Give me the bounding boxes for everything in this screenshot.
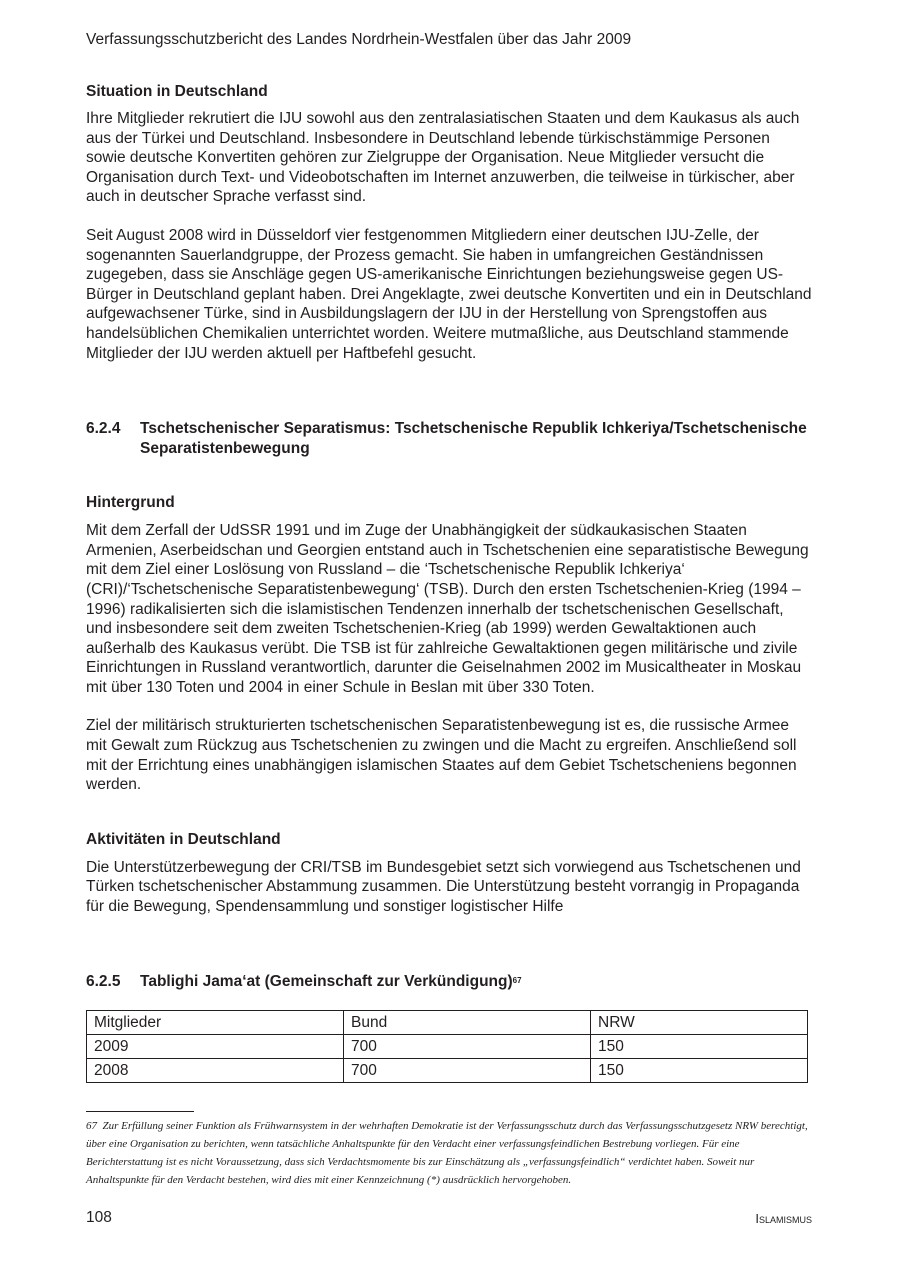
running-footer-section: Islamismus — [755, 1211, 812, 1226]
table-row — [87, 1058, 808, 1082]
table-header-cell: NRW — [591, 1010, 808, 1034]
membership-table — [86, 1010, 808, 1083]
page-number: 108 — [86, 1209, 112, 1226]
table-header-cell: Bund — [344, 1010, 591, 1034]
footnote-number: 67 — [86, 1120, 97, 1132]
table-cell: 150 — [591, 1058, 808, 1082]
table-header-cell: Mitglieder — [87, 1010, 344, 1034]
table-cell: 150 — [591, 1034, 808, 1058]
footnote — [86, 1117, 812, 1189]
situation-heading: Situation in Deutschland — [86, 83, 268, 100]
hintergrund-paragraph-2: Ziel der militärisch strukturierten tschetschenischen Separatistenbewegung ist es, die russische Armee mit Gewalt zum Rückzug aus Tschetschenien zu zwingen und die Macht zu ergreifen. Anschließend soll mit der Errichtung eines unabhängigen islamischen Staates auf dem Gebiet Tschetscheniens begonnen werden. — [86, 717, 797, 794]
aktivitaeten-paragraph: Die Unterstützerbewegung der CRI/TSB im Bundesgebiet setzt sich vorwiegend aus Tschetschenen und Türken tschetschenischer Abstammung zusammen. Die Unterstützung besteht vorrangig in Propaganda für die Bewegung, Spendensammlung und sonstiger logistischer Hilfe — [86, 858, 801, 916]
table-cell: 2009 — [87, 1034, 344, 1058]
main-content — [86, 82, 812, 1083]
hintergrund-paragraph-1: Mit dem Zerfall der UdSSR 1991 und im Zuge der Unabhängigkeit der südkaukasischen Staaten Armenien, Aserbeidschan und Georgien entstand auch in Tschetschenien eine separatistische Bewegung mit dem Ziel einer Loslösung von Russland – die ‘Tschetschenische Republik Ichkeriya‘ (CRI)/‘Tschetschenische Separatistenbewegung‘ (TSB). Durch den ersten Tschetschenien-Krieg (1994 – 1996) radikalisierten sich die islamistischen Tendenzen innerhalb der tschetschenischen Gesellschaft, und insbesondere seit dem zweiten Tschetschenien-Krieg (ab 1999) werden Gewaltaktionen auch außerhalb des Kaukasus verübt. Die TSB ist für zahlreiche Gewaltaktionen gegen militärische und zivile Einrichtungen in Russland verantwortlich, darunter die Geiselnahmen 2002 im Musicaltheater in Moskau mit über 130 Toten und 2004 in einer Schule in Beslan mit über 330 Toten. — [86, 522, 809, 696]
section-number: 6.2.4 — [86, 420, 121, 438]
table-header-row — [87, 1010, 808, 1034]
table-row — [87, 1034, 808, 1058]
section-title-text: Tablighi Jama‘at (Gemeinschaft zur Verkündigung) — [140, 972, 513, 990]
hintergrund-heading: Hintergrund — [86, 494, 175, 512]
situation-paragraph-2: Seit August 2008 wird in Düsseldorf vier festgenommen Mitgliedern einer deutschen IJU-Zelle, der sogenannten Sauerlandgruppe, der Prozess gemacht. Sie haben in umfangreichen Geständnissen zugegeben, dass sie Anschläge gegen US-amerikanische Einrichtungen beziehungsweise gegen US-Bürger in Deutschland geplant haben. Drei Angeklagte, zwei deutsche Konvertiten und ein in Deutschland aufgewachsener Türke, sind in Ausbildungslagern der IJU in der Herstellung von Sprengstoffen aus handelsüblichen Chemikalien unterrichtet worden. Weitere mutmaßliche, aus Deutschland stammende Mitglieder der IJU werden aktuell per Haftbefehl gesucht. — [86, 226, 812, 362]
footnote-text: Zur Erfüllung seiner Funktion als Frühwarnsystem in der wehrhaften Demokratie ist der Verfassungsschutz durch das Verfassungsschutzgesetz NRW berechtigt, über eine Organisation zu berichten, wenn tatsächliche Anhaltspunkte für den Verdacht einer verfassungsfeindlichen Bestrebung vorliegen. Für eine Berichterstattung ist es nicht Voraussetzung, dass sich Verdachtsmomente bis zur Einschätzung als „verfassungsfeindlich“ verdichtet haben. Soweit nur Anhaltspunkte für den Verdacht bestehen, wird dies mit einer Kennzeichnung (*) ausdrücklich hervorgehoben. — [86, 1120, 808, 1186]
table-cell: 700 — [344, 1034, 591, 1058]
section-number: 6.2.5 — [86, 972, 121, 990]
table-cell: 2008 — [87, 1058, 344, 1082]
footnote-reference: 67 — [512, 975, 522, 985]
running-header: Verfassungsschutzbericht des Landes Nordrhein-Westfalen über das Jahr 2009 — [86, 31, 632, 48]
aktivitaeten-heading: Aktivitäten in Deutschland — [86, 830, 281, 848]
footnote-divider — [86, 1111, 194, 1112]
section-heading-6-2-5 — [86, 972, 812, 992]
table-cell: 700 — [344, 1058, 591, 1082]
section-title: Tschetschenischer Separatismus: Tschetschenische Republik Ichkeriya/Tschetschenische Separatistenbewegung — [140, 420, 807, 458]
section-heading-6-2-4 — [86, 419, 812, 459]
section-title — [140, 972, 812, 992]
situation-paragraph-1: Ihre Mitglieder rekrutiert die IJU sowohl aus den zentralasiatischen Staaten und dem Kaukasus als auch aus der Türkei und Deutschland. Insbesondere in Deutschland lebende türkischstämmige Personen sowie deutsche Konvertiten gehören zur Zielgruppe der Organisation. Neue Mitglieder versucht die Organisation durch Text- und Videobotschaften im Internet anzuwerben, die teilweise in türkischer, aber auch in deutscher Sprache verfasst sind. — [86, 110, 800, 206]
